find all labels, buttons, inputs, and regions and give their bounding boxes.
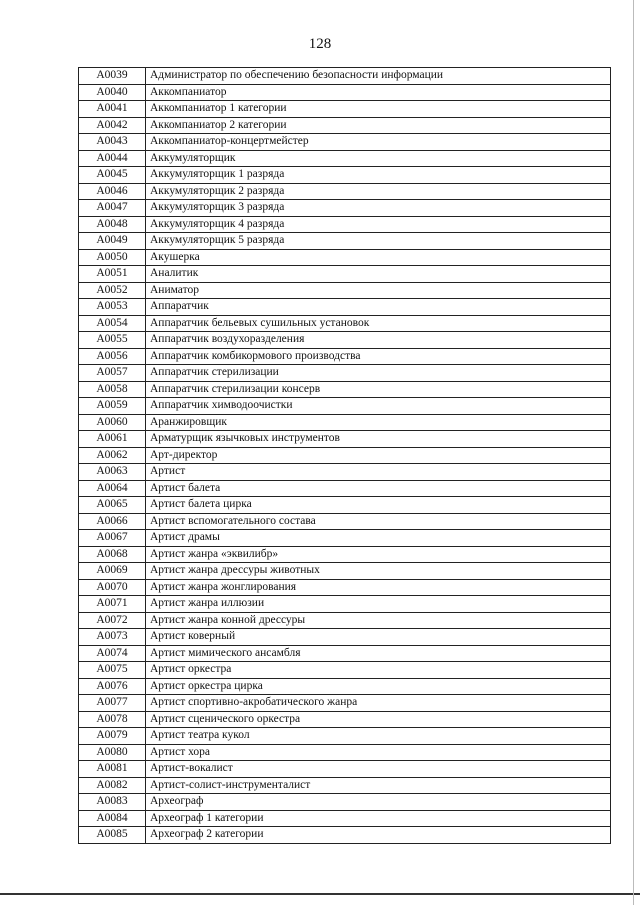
- table-row: [79, 530, 611, 547]
- row-name: Арматурщик язычковых инструментов: [146, 431, 611, 448]
- table-row: [79, 315, 611, 332]
- table-row: [79, 497, 611, 514]
- table-row: [79, 662, 611, 679]
- row-code: A0057: [79, 365, 146, 382]
- row-code: A0059: [79, 398, 146, 415]
- table-row: [79, 282, 611, 299]
- table-row: [79, 513, 611, 530]
- row-code: A0048: [79, 216, 146, 233]
- row-code: A0082: [79, 777, 146, 794]
- row-name: Артист жанра жонглирования: [146, 579, 611, 596]
- row-code: A0062: [79, 447, 146, 464]
- row-name: Артист жанра конной дрессуры: [146, 612, 611, 629]
- row-code: A0044: [79, 150, 146, 167]
- row-name: Артист жанра «эквилибр»: [146, 546, 611, 563]
- row-name: Артист коверный: [146, 629, 611, 646]
- row-code: A0069: [79, 563, 146, 580]
- table-row: [79, 596, 611, 613]
- row-name: Артист жанра иллюзии: [146, 596, 611, 613]
- row-code: A0067: [79, 530, 146, 547]
- row-name: Аккумуляторщик 5 разряда: [146, 233, 611, 250]
- table-row: [79, 794, 611, 811]
- row-name: Аппаратчик химводоочистки: [146, 398, 611, 415]
- row-code: A0045: [79, 167, 146, 184]
- table-row: [79, 167, 611, 184]
- table-row: [79, 695, 611, 712]
- table-row: [79, 480, 611, 497]
- row-name: Аппаратчик стерилизации: [146, 365, 611, 382]
- row-code: A0051: [79, 266, 146, 283]
- row-name: Аниматор: [146, 282, 611, 299]
- row-name: Аппаратчик воздухоразделения: [146, 332, 611, 349]
- table-row: [79, 761, 611, 778]
- table-row: [79, 629, 611, 646]
- table-row: [79, 678, 611, 695]
- row-name: Аккумуляторщик 1 разряда: [146, 167, 611, 184]
- row-name: Артист жанра дрессуры животных: [146, 563, 611, 580]
- row-name: Аккомпаниатор 2 категории: [146, 117, 611, 134]
- table-row: [79, 414, 611, 431]
- row-code: A0080: [79, 744, 146, 761]
- row-code: A0056: [79, 348, 146, 365]
- row-name: Артист оркестра цирка: [146, 678, 611, 695]
- row-code: A0064: [79, 480, 146, 497]
- table-row: [79, 546, 611, 563]
- row-name: Аккумуляторщик 4 разряда: [146, 216, 611, 233]
- table-row: [79, 348, 611, 365]
- row-code: A0071: [79, 596, 146, 613]
- row-code: A0073: [79, 629, 146, 646]
- row-name: Артист вспомогательного состава: [146, 513, 611, 530]
- table-row: [79, 365, 611, 382]
- table-row: [79, 183, 611, 200]
- row-code: A0055: [79, 332, 146, 349]
- row-code: A0047: [79, 200, 146, 217]
- row-code: A0074: [79, 645, 146, 662]
- row-code: A0039: [79, 68, 146, 85]
- row-code: A0076: [79, 678, 146, 695]
- table-row: [79, 827, 611, 844]
- row-code: A0070: [79, 579, 146, 596]
- row-name: Артист мимического ансамбля: [146, 645, 611, 662]
- row-name: Аккумуляторщик 2 разряда: [146, 183, 611, 200]
- row-name: Артист-вокалист: [146, 761, 611, 778]
- row-code: A0053: [79, 299, 146, 316]
- row-name: Артист хора: [146, 744, 611, 761]
- table-row: [79, 645, 611, 662]
- table-row: [79, 84, 611, 101]
- row-code: A0052: [79, 282, 146, 299]
- table-body: [79, 68, 611, 844]
- row-name: Аппаратчик комбикормового производства: [146, 348, 611, 365]
- table-row: [79, 810, 611, 827]
- table-row: [79, 332, 611, 349]
- row-code: A0060: [79, 414, 146, 431]
- table-row: [79, 563, 611, 580]
- row-code: A0050: [79, 249, 146, 266]
- table-row: [79, 447, 611, 464]
- row-name: Аккомпаниатор-концертмейстер: [146, 134, 611, 151]
- row-name: Артист-солист-инструменталист: [146, 777, 611, 794]
- row-code: A0083: [79, 794, 146, 811]
- row-code: A0043: [79, 134, 146, 151]
- table-row: [79, 249, 611, 266]
- row-code: A0063: [79, 464, 146, 481]
- row-name: Артист драмы: [146, 530, 611, 547]
- table-row: [79, 398, 611, 415]
- row-name: Артист сценического оркестра: [146, 711, 611, 728]
- table-row: [79, 266, 611, 283]
- table-row: [79, 233, 611, 250]
- row-name: Артист театра кукол: [146, 728, 611, 745]
- table-row: [79, 101, 611, 118]
- row-name: Артист оркестра: [146, 662, 611, 679]
- profession-code-table: [78, 67, 611, 844]
- row-name: Артист балета: [146, 480, 611, 497]
- row-code: A0072: [79, 612, 146, 629]
- row-code: A0078: [79, 711, 146, 728]
- table-row: [79, 117, 611, 134]
- table-row: [79, 200, 611, 217]
- row-code: A0081: [79, 761, 146, 778]
- row-code: A0068: [79, 546, 146, 563]
- row-code: A0049: [79, 233, 146, 250]
- row-name: Аккомпаниатор: [146, 84, 611, 101]
- row-name: Артист спортивно-акробатического жанра: [146, 695, 611, 712]
- row-name: Аккумуляторщик: [146, 150, 611, 167]
- table-row: [79, 134, 611, 151]
- row-name: Аналитик: [146, 266, 611, 283]
- row-name: Археограф 1 категории: [146, 810, 611, 827]
- row-name: Аппаратчик: [146, 299, 611, 316]
- row-name: Аккумуляторщик 3 разряда: [146, 200, 611, 217]
- row-code: A0065: [79, 497, 146, 514]
- table-row: [79, 299, 611, 316]
- row-code: A0046: [79, 183, 146, 200]
- table-row: [79, 744, 611, 761]
- table-row: [79, 612, 611, 629]
- row-code: A0075: [79, 662, 146, 679]
- table-row: [79, 711, 611, 728]
- row-code: A0041: [79, 101, 146, 118]
- row-code: A0066: [79, 513, 146, 530]
- row-name: Артист: [146, 464, 611, 481]
- table-row: [79, 728, 611, 745]
- row-name: Арт-директор: [146, 447, 611, 464]
- row-name: Администратор по обеспечению безопасности информации: [146, 68, 611, 85]
- row-name: Археограф: [146, 794, 611, 811]
- row-code: A0040: [79, 84, 146, 101]
- table-row: [79, 150, 611, 167]
- row-code: A0058: [79, 381, 146, 398]
- table-row: [79, 381, 611, 398]
- row-name: Акушерка: [146, 249, 611, 266]
- table-row: [79, 464, 611, 481]
- row-code: A0061: [79, 431, 146, 448]
- row-name: Аранжировщик: [146, 414, 611, 431]
- row-name: Аппаратчик стерилизации консерв: [146, 381, 611, 398]
- bottom-rule: [0, 893, 640, 895]
- row-name: Артист балета цирка: [146, 497, 611, 514]
- row-code: A0079: [79, 728, 146, 745]
- table-row: [79, 579, 611, 596]
- row-code: A0084: [79, 810, 146, 827]
- table-row: [79, 68, 611, 85]
- row-code: A0077: [79, 695, 146, 712]
- row-code: A0042: [79, 117, 146, 134]
- table-row: [79, 777, 611, 794]
- table-row: [79, 431, 611, 448]
- row-code: A0054: [79, 315, 146, 332]
- page-number: 128: [308, 36, 332, 52]
- row-code: A0085: [79, 827, 146, 844]
- page-edge: [633, 0, 634, 905]
- row-name: Аппаратчик бельевых сушильных установок: [146, 315, 611, 332]
- row-name: Археограф 2 категории: [146, 827, 611, 844]
- table-row: [79, 216, 611, 233]
- row-name: Аккомпаниатор 1 категории: [146, 101, 611, 118]
